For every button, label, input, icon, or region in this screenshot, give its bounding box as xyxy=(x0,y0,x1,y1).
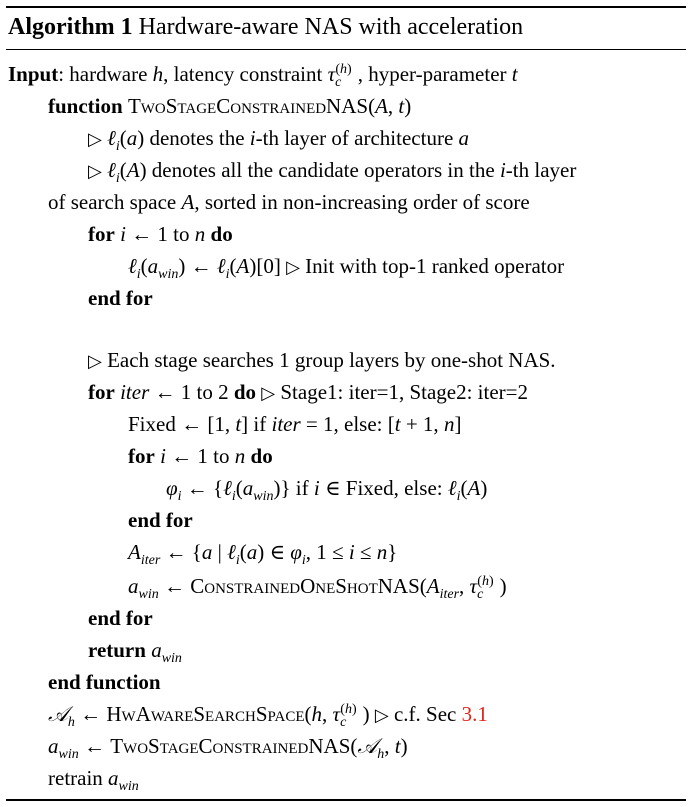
algorithm-title xyxy=(8,14,523,41)
line-code: for iter ← 1 to 2 do ▷ Stage1: iter=1, Stage2: iter=2 xyxy=(88,380,529,404)
line-code: ▷ ℓ$_i$(A) denotes all the candidate operators in the i-th layer xyxy=(88,158,577,187)
line-code: function TwoStageConstrainedNAS(A, t) xyxy=(48,94,412,118)
top-rule xyxy=(6,6,686,8)
line-code: $A_{iter}$ ← {a | ℓ$_i$(a) ∈ $\varphi_i$, 1 ≤ i ≤ n} xyxy=(128,540,398,569)
line-code: 𝒜$_h$ ← HwAwareSearchSpace(h, $\tau_c^{(h)}$ ) ▷ c.f. Sec 3.1 xyxy=(48,702,488,731)
line-code: end for xyxy=(128,508,193,532)
section-reference-link[interactable]: 3.1 xyxy=(461,702,488,726)
line-code: return $a_{win}$ xyxy=(88,638,182,667)
line-code: $\varphi_i$ ← $\{\ell_i(a_{win})\}$ if i ∈ Fixed, else: ℓ$_i$(A) xyxy=(166,476,488,505)
algorithm-label: Algorithm 1 xyxy=(8,14,133,40)
line-code: $\ell_i(a_{win})$ ← ℓ$_i$(A)[0] ▷ Init with top-1 ranked operator xyxy=(128,254,565,283)
input-label: Input xyxy=(8,62,59,86)
line-code: end for xyxy=(88,606,153,630)
line-code: Fixed ← [1, t] if iter = 1, else: [t + 1, n] xyxy=(128,412,462,436)
line-code: for i ← 1 to n do xyxy=(88,222,233,246)
header-rule xyxy=(6,49,686,50)
algorithm-name: Hardware-aware NAS with acceleration xyxy=(138,14,524,40)
line-code: $a_{win}$ ← TwoStageConstrainedNAS(𝒜$_h$, t) xyxy=(48,734,408,763)
line-code: end function xyxy=(48,670,161,694)
algo-line-3-continued: of search space A, sorted in non-increasing order of score xyxy=(48,190,530,214)
line-code: ▷ Each stage searches 1 group layers by one-shot NAS. xyxy=(88,348,556,372)
bottom-rule xyxy=(6,799,686,801)
line-code: $a_{win}$ ← $ConstrainedOneShotNAS(A_{iter}$, $\tau_c^{(h)}$ ) xyxy=(128,574,507,603)
line-code: for i ← 1 to n do xyxy=(128,444,273,468)
line-code: retrain $a_{win}$ xyxy=(48,766,139,795)
algorithm-input: Input: hardware h, latency constraint $\tau_c^{(h)}$ , hyper-parameter t xyxy=(8,62,518,91)
line-code: ▷ ℓ$_i$(a) denotes the i-th layer of architecture a xyxy=(88,126,470,155)
line-code: end for xyxy=(88,286,153,310)
